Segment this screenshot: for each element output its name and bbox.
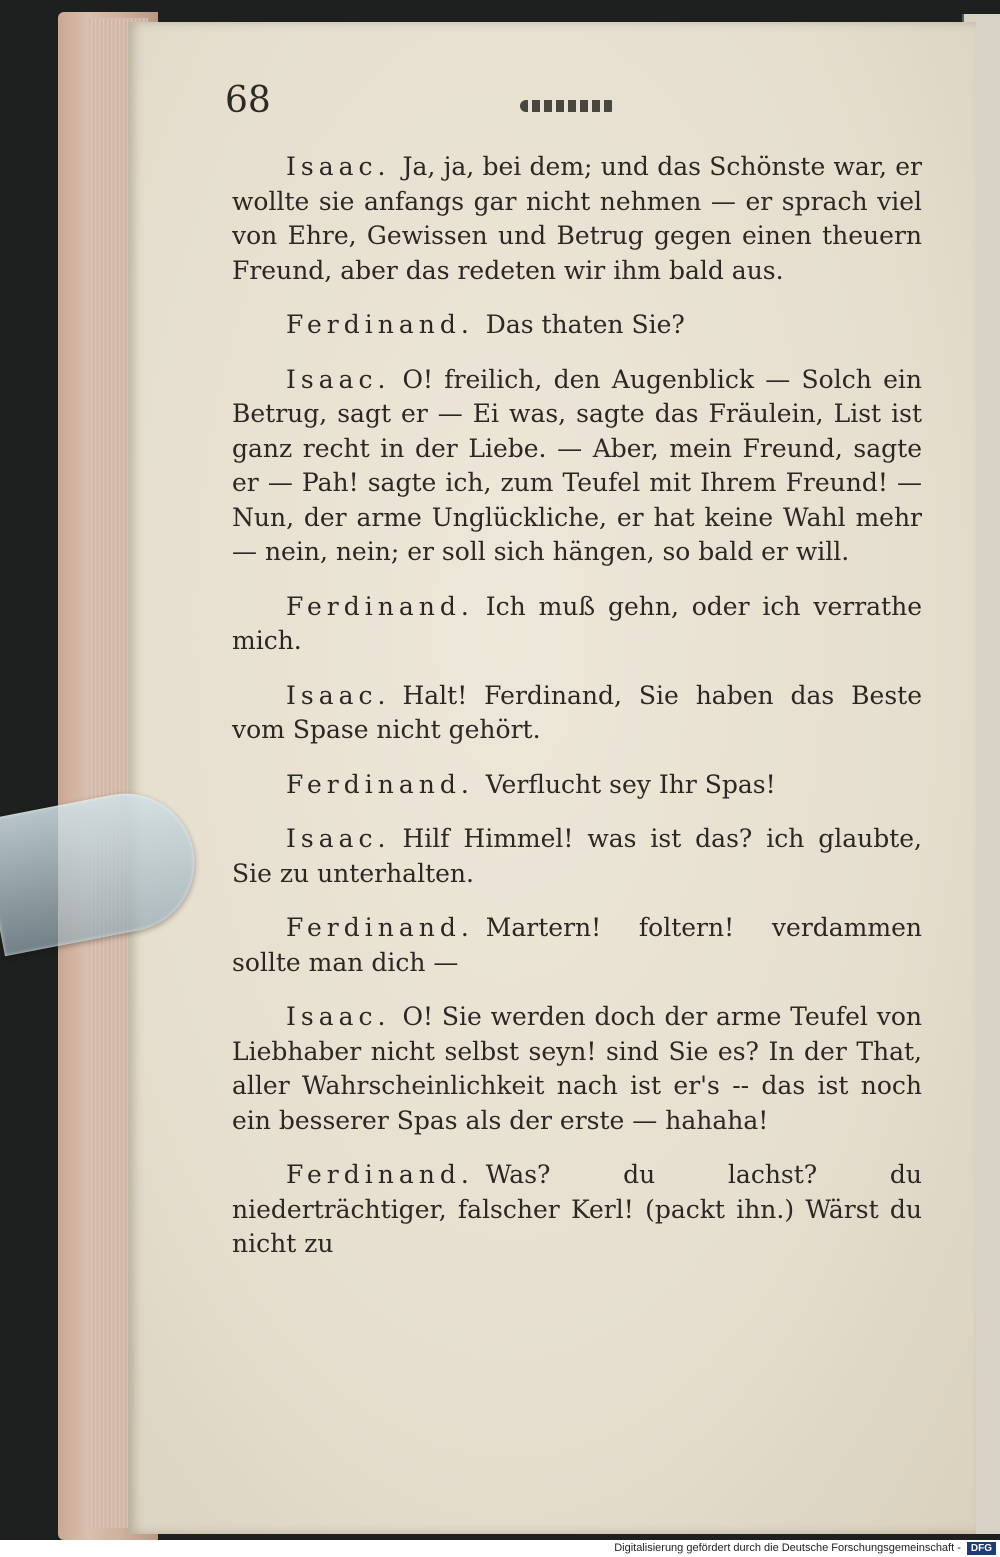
speaker-name: Isaac. xyxy=(286,824,391,853)
dialogue-text: Ja, ja, bei dem; und das Schönste war, er wollte sie anfangs gar nicht nehmen — er sprach viel von Ehre, Gewissen und Betrug gegen einen theuern Freund, aber das redeten wir ihm bald aus. xyxy=(232,152,922,285)
header-ornament xyxy=(520,100,616,112)
dialogue-text: Hilf Himmel! was ist das? ich glaubte, Sie zu unterhalten. xyxy=(232,824,922,888)
speaker-name: Ferdinand. xyxy=(286,769,474,799)
dialogue-text: O! freilich, den Augenblick — Solch ein Betrug, sagt er — Ei was, sagte das Fräulein, List ist ganz recht in der Liebe. — Aber, mein Freund, sagte er — Pah! sagte ich, zum Teufel mit Ihrem Freund! — Nun, der arme Unglückliche, er hat keine Wahl mehr — nein, nein; er soll sich hängen, so bald er will. xyxy=(232,364,922,566)
page-number: 68 xyxy=(225,80,271,121)
speaker-name: Isaac. xyxy=(286,1002,391,1031)
dialogue-paragraph xyxy=(232,822,922,891)
dialogue-text: Das thaten Sie? xyxy=(485,310,685,339)
dialogue-paragraph xyxy=(232,363,922,570)
dialogue-paragraph xyxy=(232,911,922,980)
speaker-name: Isaac. xyxy=(286,364,391,394)
dialogue-paragraph xyxy=(232,308,922,343)
dialogue-text: Martern! foltern! verdammen sollte man dich — xyxy=(232,913,922,977)
speaker-name: Ferdinand. xyxy=(286,310,474,339)
dialogue-text: O! Sie werden doch der arme Teufel von Liebhaber nicht selbst seyn! sind Sie es? In der That, aller Wahrscheinlichkeit nach ist er's -- das ist noch ein besserer Spas als der erste — hahaha! xyxy=(232,1002,922,1135)
dialogue-paragraph xyxy=(232,1158,922,1262)
dialogue-paragraph xyxy=(232,1000,922,1138)
footer-credit: Digitalisierung gefördert durch die Deutsche Forschungsgemeinschaft - xyxy=(614,1542,961,1554)
dialogue-text: Halt! Ferdinand, Sie haben das Beste vom Spase nicht gehört. xyxy=(232,680,922,744)
dialogue-text: Was? du lachst? du niederträchtiger, falscher Kerl! (packt ihn.) Wärst du nicht zu xyxy=(232,1160,922,1258)
footer-bar xyxy=(0,1540,1000,1557)
dialogue-paragraph xyxy=(232,590,922,659)
dialogue-text: Ich muß gehn, oder ich verrathe mich. xyxy=(232,591,922,655)
speaker-name: Ferdinand. xyxy=(286,591,474,621)
speaker-name: Isaac. xyxy=(286,680,391,710)
speaker-name: Isaac. xyxy=(286,152,391,181)
speaker-name: Ferdinand. xyxy=(286,913,474,942)
dfg-logo: DFG xyxy=(967,1542,996,1555)
speaker-name: Ferdinand. xyxy=(286,1160,474,1189)
dialogue-paragraph xyxy=(232,150,922,288)
dialogue-paragraph xyxy=(232,679,922,748)
dialogue-paragraph xyxy=(232,768,922,803)
page-text xyxy=(232,150,922,1282)
dialogue-text: Verflucht sey Ihr Spas! xyxy=(485,769,776,799)
